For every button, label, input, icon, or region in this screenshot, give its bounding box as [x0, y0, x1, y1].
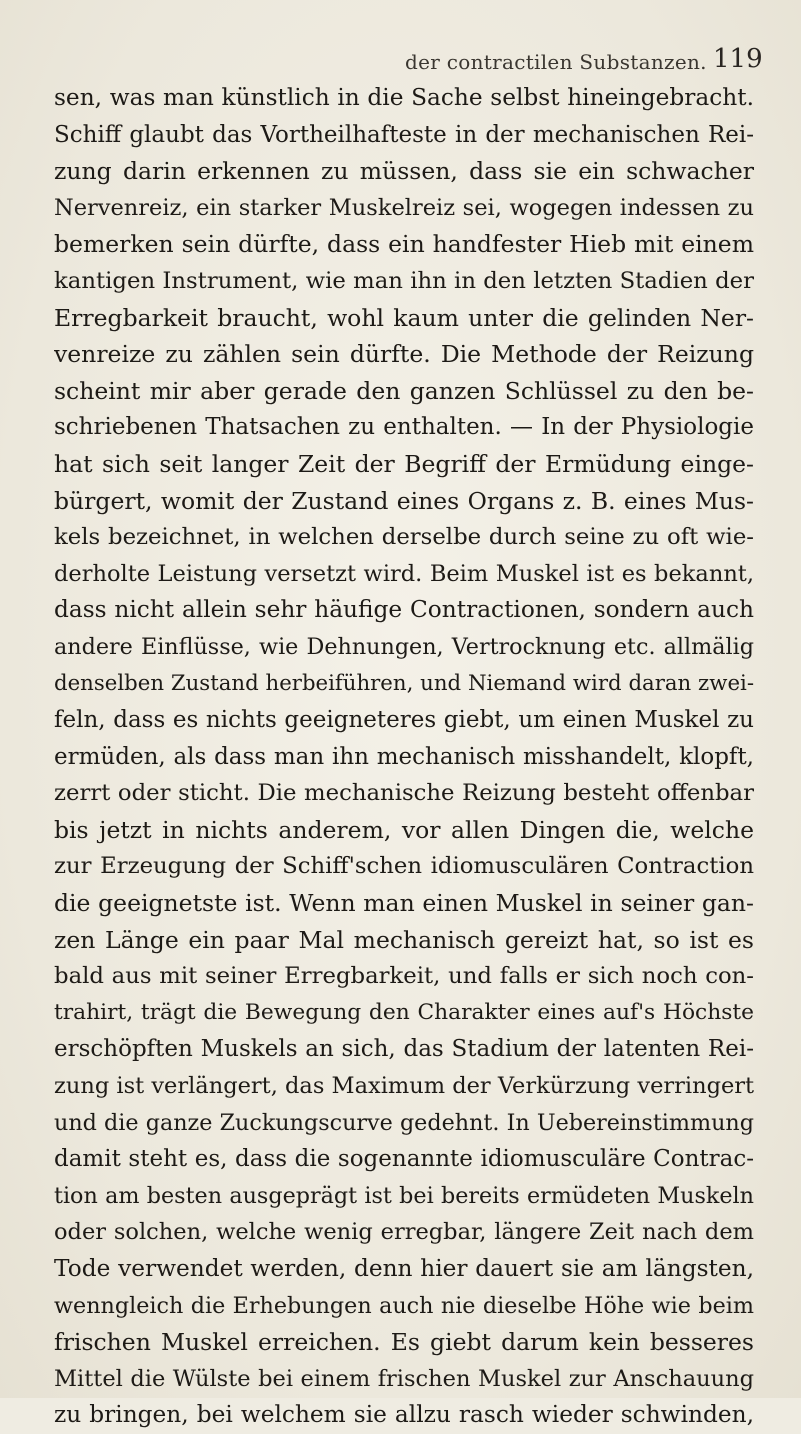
text-line: Schiff glaubt das Vortheilhafteste in der mechanischen Rei-: [54, 121, 754, 148]
text-line: wenngleich die Erhebungen auch nie dieselbe Höhe wie beim: [54, 1292, 754, 1319]
text-line: zerrt oder sticht. Die mechanische Reizung besteht offenbar: [54, 780, 754, 807]
body-text: [54, 80, 754, 1434]
text-line: ermüden, als dass man ihn mechanisch misshandelt, klopft,: [54, 743, 754, 770]
text-line: frischen Muskel erreichen. Es giebt darum kein besseres: [54, 1328, 754, 1357]
running-title: der contractilen Substanzen.: [405, 50, 707, 74]
text-line: Erregbarkeit braucht, wohl kaum unter die gelinden Ner-: [54, 303, 754, 332]
text-line: tion am besten ausgeprägt ist bei bereits ermüdeten Muskeln: [54, 1182, 754, 1209]
text-line: die geeignetste ist. Wenn man einen Muskel in seiner gan-: [54, 889, 754, 918]
text-line: erschöpften Muskels an sich, das Stadium der latenten Rei-: [54, 1036, 754, 1063]
text-line: sen, was man künstlich in die Sache selbst hineingebracht.: [54, 84, 754, 111]
text-line: feln, dass es nichts geeigneteres giebt, um einen Muskel zu: [54, 707, 754, 734]
text-line: dass nicht allein sehr häufige Contractionen, sondern auch: [54, 596, 754, 624]
text-line: bemerken sein dürfte, dass ein handfester Hieb mit einem: [54, 230, 754, 259]
text-line: oder solchen, welche wenig erregbar, längere Zeit nach dem: [54, 1219, 754, 1246]
text-line: kels bezeichnet, in welchen derselbe durch seine zu oft wie-: [54, 524, 754, 551]
text-line: trahirt, trägt die Bewegung den Charakter eines auf's Höchste: [54, 999, 754, 1025]
text-line: andere Einflüsse, wie Dehnungen, Vertrocknung etc. allmälig: [54, 633, 754, 660]
text-line: Mittel die Wülste bei einem frischen Muskel zur Anschauung: [54, 1365, 754, 1392]
text-line: zung ist verlängert, das Maximum der Verkürzung verringert: [54, 1073, 754, 1100]
text-line: scheint mir aber gerade den ganzen Schlüssel zu den be-: [54, 376, 754, 405]
text-line: zen Länge ein paar Mal mechanisch gereizt hat, so ist es: [54, 925, 754, 954]
text-line: kantigen Instrument, wie man ihn in den letzten Stadien der: [54, 267, 754, 294]
text-line: Tode verwendet werden, denn hier dauert sie am längsten,: [54, 1255, 754, 1282]
text-line: bald aus mit seiner Erregbarkeit, und falls er sich noch con-: [54, 963, 754, 990]
text-line: zu bringen, bei welchem sie allzu rasch wieder schwinden,: [54, 1401, 754, 1429]
text-line: zung darin erkennen zu müssen, dass sie ein schwacher: [54, 157, 754, 186]
text-line: bis jetzt in nichts anderem, vor allen Dingen die, welche: [54, 815, 754, 844]
page-number: 119: [713, 44, 763, 74]
text-line: derholte Leistung versetzt wird. Beim Muskel ist es bekannt,: [54, 560, 754, 587]
text-line: bürgert, womit der Zustand eines Organs z. B. eines Mus-: [54, 486, 754, 515]
text-line: damit steht es, dass die sogenannte idiomusculäre Contrac-: [54, 1146, 754, 1173]
text-line: hat sich seit langer Zeit der Begriff der Ermüdung einge-: [54, 449, 754, 478]
text-line: Nervenreiz, ein starker Muskelreiz sei, wogegen indessen zu: [54, 194, 754, 221]
text-line: venreize zu zählen sein dürfte. Die Methode der Reizung: [54, 340, 754, 369]
text-line: schriebenen Thatsachen zu enthalten. — In der Physiologie: [54, 414, 754, 441]
text-line: zur Erzeugung der Schiff'schen idiomusculären Contraction: [54, 853, 754, 880]
text-line: und die ganze Zuckungscurve gedehnt. In Uebereinstimmung: [54, 1109, 754, 1136]
text-line: denselben Zustand herbeiführen, und Niemand wird daran zwei-: [54, 670, 754, 696]
